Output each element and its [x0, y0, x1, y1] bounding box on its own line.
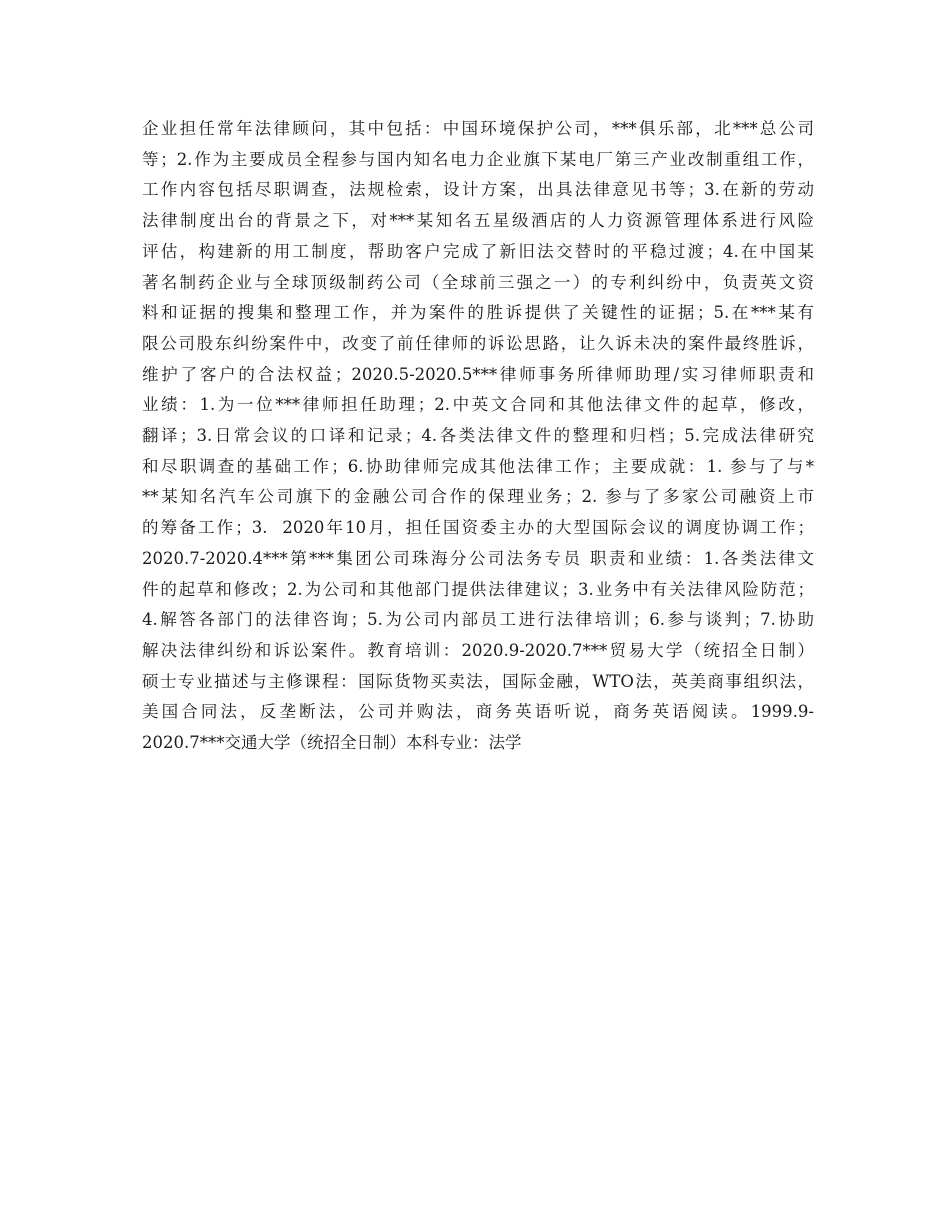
text-line: 4.解答各部门的法律咨询；5.为公司内部员工进行法律培训；6.参与谈判；7.协助 [142, 610, 814, 630]
text-line: 企业担任常年法律顾问，其中包括：中国环境保护公司，***俱乐部，北***总公司 [142, 119, 815, 138]
text-line: 料和证据的搜集和整理工作，并为案件的胜诉提供了关键性的证据；5.在***某有 [142, 303, 814, 323]
text-line: 2020.7***交通大学（统招全日制）本科专业：法学 [142, 733, 522, 753]
text-line: 美国合同法，反垄断法，公司并购法，商务英语听说，商务英语阅读。1999.9- [142, 702, 814, 722]
text-line: 著名制药企业与全球顶级制药公司（全球前三强之一）的专利纠纷中，负责英文资 [142, 272, 814, 292]
text-line: 2020.7-2020.4***第***集团公司珠海分公司法务专员 职责和业绩：1.各类法律文 [142, 548, 814, 568]
text-line: **某知名汽车公司旗下的金融公司合作的保理业务；2. 参与了多家公司融资上市 [142, 487, 814, 507]
text-line: 的筹备工作；3. 2020年10月，担任国资委主办的大型国际会议的调度协调工作； [142, 518, 814, 538]
text-line: 解决法律纠纷和诉讼案件。教育培训：2020.9-2020.7***贸易大学（统招全日制） [142, 640, 814, 660]
resume-body-text [142, 114, 814, 759]
text-line: 硕士专业描述与主修课程：国际货物买卖法，国际金融，WTO法，英美商事组织法， [142, 671, 814, 691]
text-line: 和尽职调查的基础工作；6.协助律师完成其他法律工作；主要成就：1. 参与了与* [142, 456, 814, 476]
text-line: 维护了客户的合法权益；2020.5-2020.5***律师事务所律师助理/实习律师职责和 [142, 364, 814, 384]
text-line: 业绩：1.为一位***律师担任助理；2.中英文合同和其他法律文件的起草，修改， [142, 395, 814, 415]
text-line: 评估，构建新的用工制度，帮助客户完成了新旧法交替时的平稳过渡；4.在中国某 [142, 241, 814, 261]
text-line: 翻译；3.日常会议的口译和记录；4.各类法律文件的整理和归档；5.完成法律研究 [142, 426, 814, 446]
text-line: 工作内容包括尽职调查，法规检索，设计方案，出具法律意见书等；3.在新的劳动 [142, 180, 814, 200]
text-line: 件的起草和修改；2.为公司和其他部门提供法律建议；3.业务中有关法律风险防范； [142, 579, 814, 599]
text-line: 限公司股东纠纷案件中，改变了前任律师的诉讼思路，让久诉未决的案件最终胜诉， [142, 333, 814, 353]
text-line: 法律制度出台的背景之下，对***某知名五星级酒店的人力资源管理体系进行风险 [142, 211, 814, 231]
text-line: 等；2.作为主要成员全程参与国内知名电力企业旗下某电厂第三产业改制重组工作， [142, 149, 814, 169]
